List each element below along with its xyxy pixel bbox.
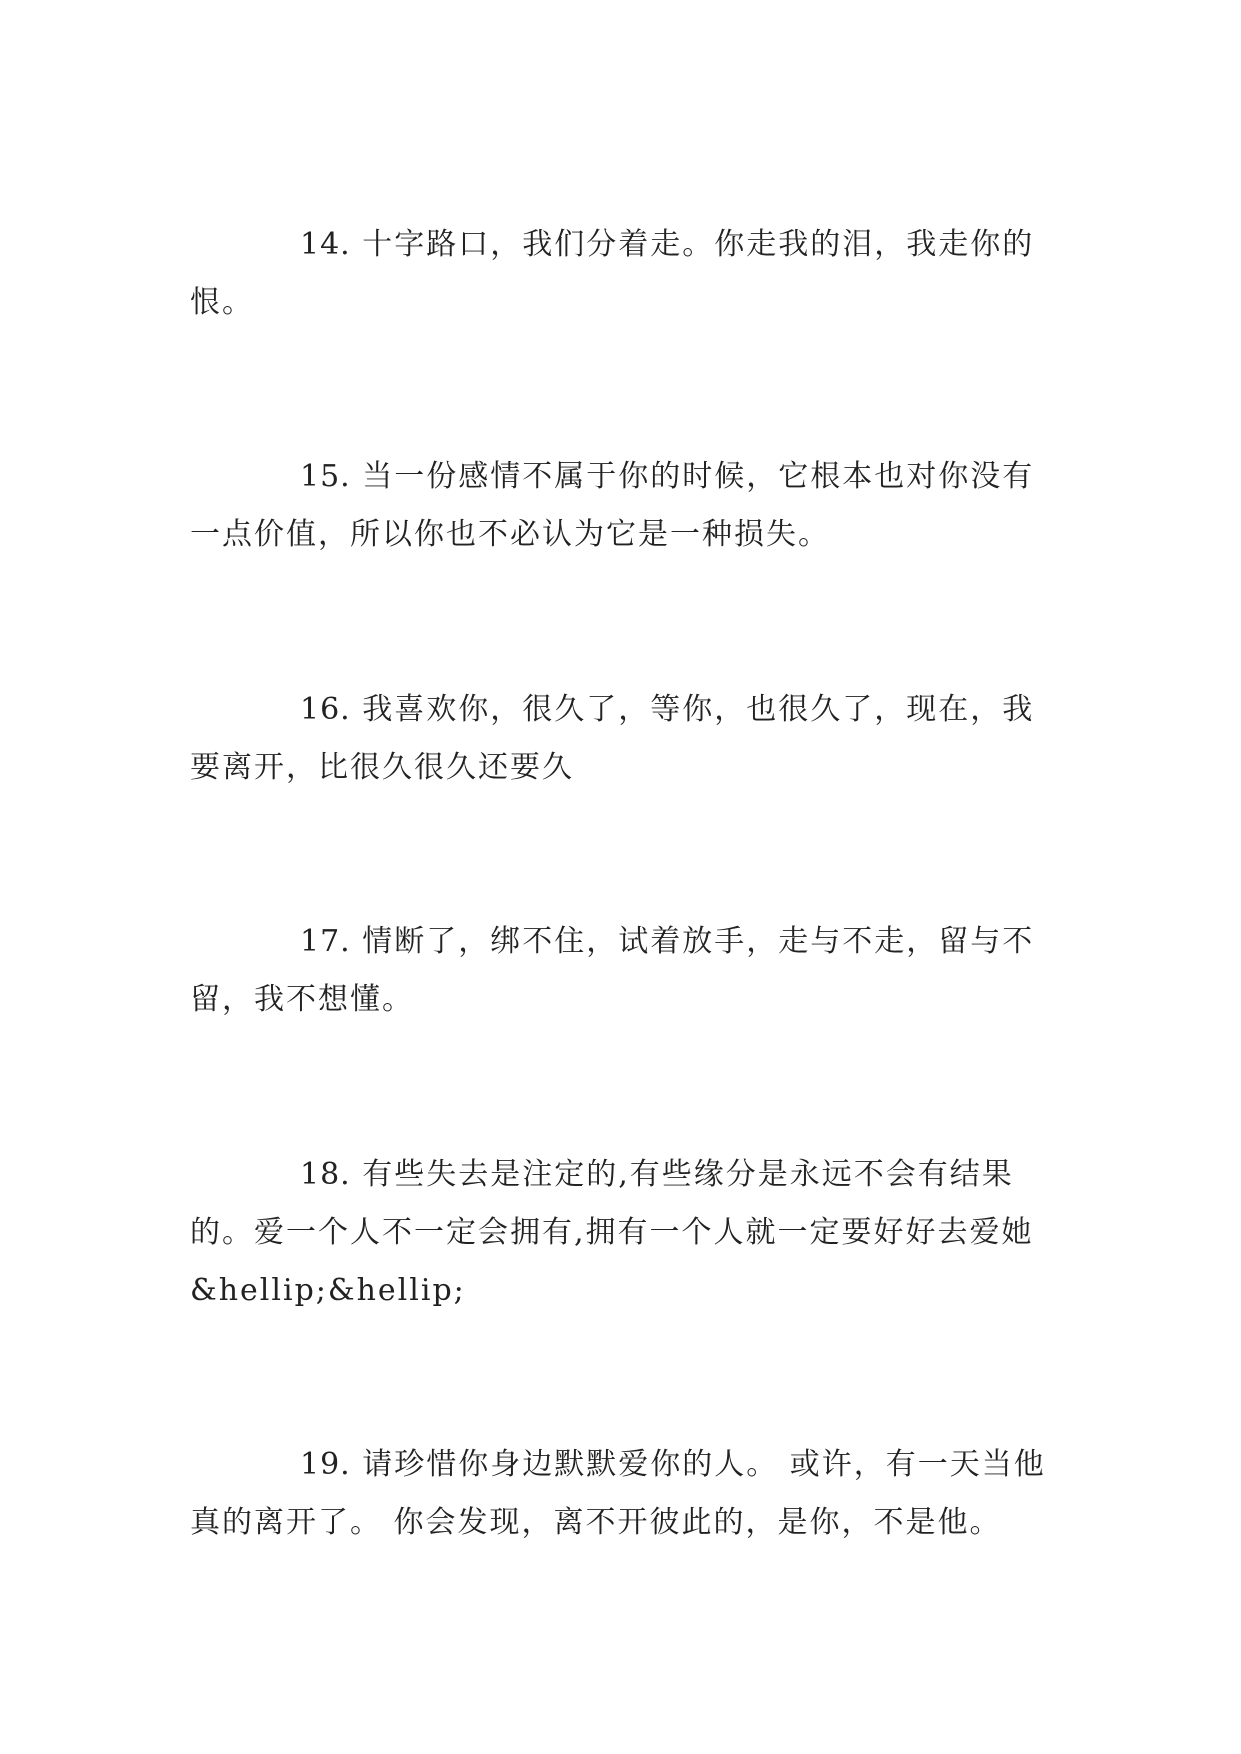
paragraph-number: 15. (300, 459, 351, 494)
paragraph-18 (190, 1146, 1060, 1320)
paragraph-16 (190, 681, 1060, 797)
paragraph-14 (190, 216, 1060, 332)
paragraph-number: 16. (300, 692, 351, 727)
paragraph-text: 情断了，绑不住，试着放手，走与不走，留与不留，我不想懂。 (190, 924, 1035, 1017)
paragraph-text: 有些失去是注定的,有些缘分是永远不会有结果的。爱一个人不一定会拥有,拥有一个人就一定要好好去爱她&hellip;&hellip; (190, 1157, 1034, 1308)
paragraph-19 (190, 1436, 1060, 1552)
paragraph-text: 请珍惜你身边默默爱你的人。 或许，有一天当他真的离开了。 你会发现，离不开彼此的，是你，不是他。 (190, 1447, 1046, 1540)
paragraph-number: 18. (300, 1157, 351, 1192)
paragraph-17 (190, 913, 1060, 1029)
paragraph-text: 当一份感情不属于你的时候，它根本也对你没有一点价值，所以你也不必认为它是一种损失。 (190, 459, 1035, 552)
paragraph-15 (190, 448, 1060, 564)
paragraph-number: 14. (300, 227, 351, 262)
paragraph-text: 我喜欢你，很久了，等你，也很久了，现在，我要离开，比很久很久还要久 (190, 692, 1035, 785)
paragraph-number: 19. (300, 1447, 351, 1482)
paragraph-text: 十字路口，我们分着走。你走我的泪，我走你的恨。 (190, 227, 1035, 320)
paragraph-number: 17. (300, 924, 351, 959)
